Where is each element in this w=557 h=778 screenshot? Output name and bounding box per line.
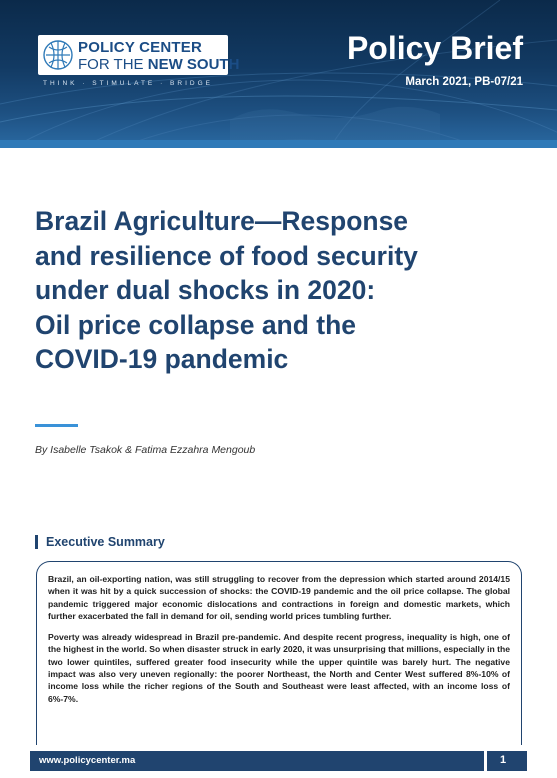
logo-tagline: THINK · STIMULATE · BRIDGE: [43, 80, 213, 87]
header-banner: [0, 0, 557, 148]
document-type-title: Policy Brief: [346, 30, 523, 66]
title-line: Oil price collapse and the: [35, 309, 357, 340]
summary-paragraph: Brazil, an oil-exporting nation, was still struggling to recover from the depression which started around 2014/15 when it was hit by a quick succession of shocks: the COVID-19 pandemic and the oil price collapse. The global pandemic triggered major economic dislocations and contractions in foreign and domestic markets, which further exacerbated the fall in demand for oil, sending world prices tumbling further.: [48, 574, 510, 621]
grid-globe-icon: [42, 39, 74, 71]
title-accent-divider: [35, 424, 78, 427]
executive-summary-box: [36, 561, 522, 745]
logo-text-line1: POLICY CENTER: [78, 39, 203, 56]
footer-website-link[interactable]: www.policycenter.ma: [39, 755, 136, 766]
title-line: under dual shocks in 2020:: [35, 275, 376, 305]
policy-center-logo[interactable]: [38, 35, 240, 75]
logo-text-line2: FOR THE NEW SOUTH: [78, 56, 240, 73]
document-date-reference: March 2021, PB-07/21: [405, 76, 523, 88]
document-title: [35, 204, 505, 377]
title-line: and resilience of food security: [35, 240, 418, 271]
page-footer: [30, 751, 527, 771]
page-number: 1: [500, 754, 507, 766]
authors-byline: By Isabelle Tsakok & Fatima Ezzahra Mengoub: [35, 444, 256, 456]
title-line: COVID-19 pandemic: [35, 344, 289, 374]
executive-summary-heading: Executive Summary: [46, 535, 165, 549]
footer-divider: [484, 751, 487, 771]
summary-paragraph: Poverty was already widespread in Brazil pre-pandemic. And despite recent progress, inequality is high, one of the highest in the world. So when disaster struck in early 2020, it was unsurprising that millions, especially in the two lower quintiles, suffered greater food insecurity while the upper quintile was barely hurt. The negative impact was also very uneven regionally: the poorer Northeast, the North and Center West suffered 8%-10% of income loss while the richer regions of the South and Southeast were least affected, with an income loss of 6%-7%.: [48, 632, 510, 704]
section-marker: [35, 535, 38, 549]
header-bottom-strip: [0, 140, 557, 148]
title-line: Brazil Agriculture—Response: [35, 206, 409, 236]
